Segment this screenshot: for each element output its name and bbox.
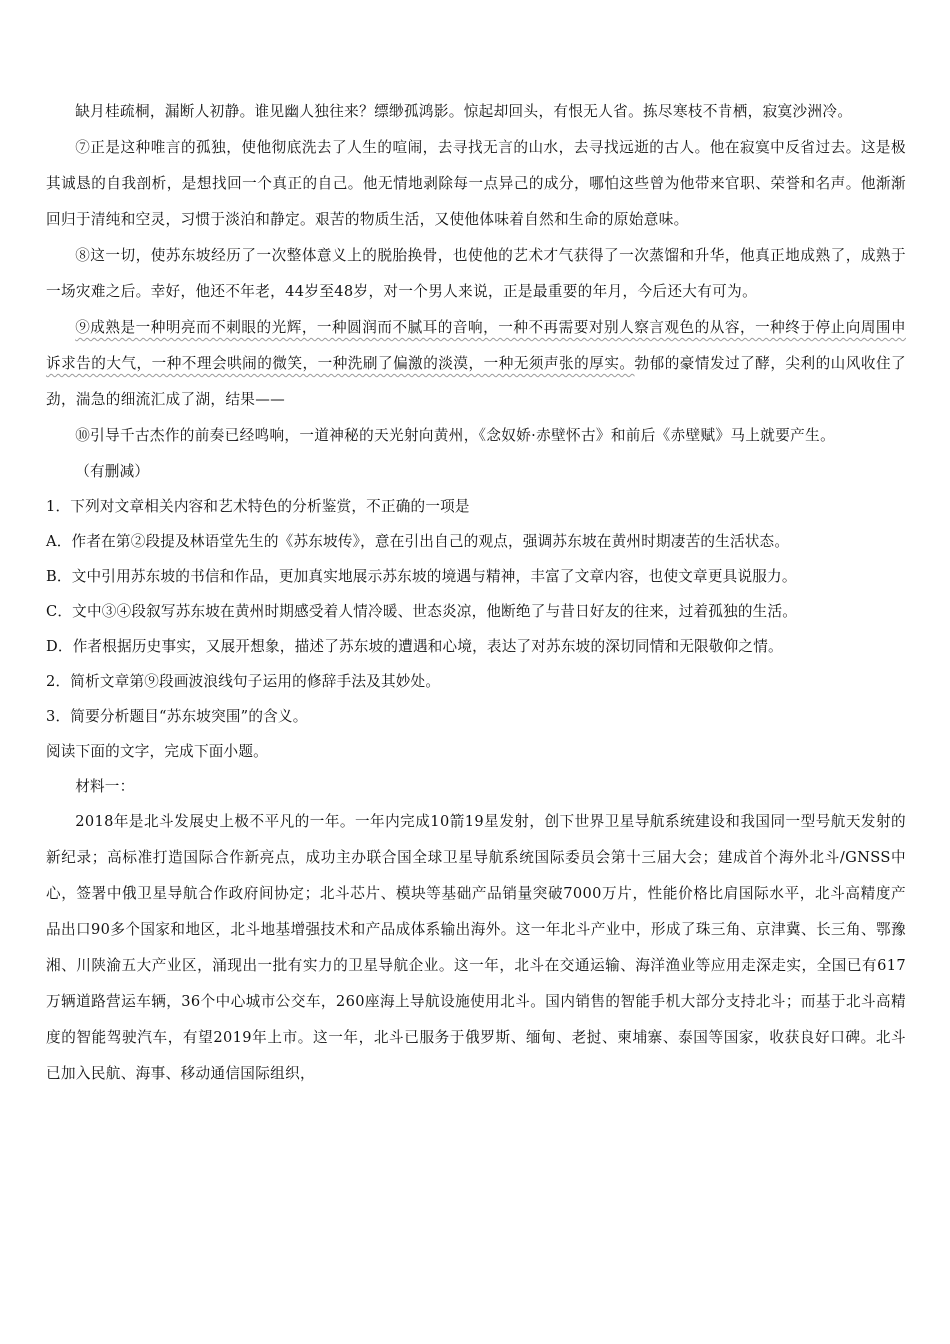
paragraph-9 [46,310,906,418]
paragraph-8: ⑧这一切，使苏东坡经历了一次整体意义上的脱胎换骨，也使他的艺术才气获得了一次蒸馏和升华，他真正地成熟了，成熟于一场灾难之后。幸好，他还不年老，44岁至48岁，对一个男人来说，正是最重要的年月，今后还大有可为。 [46,247,906,300]
paragraph-7: ⑦正是这种唯言的孤独，使他彻底洗去了人生的喧闹，去寻找无言的山水，去寻找远逝的古人。他在寂寞中反省过去。这是极其诚恳的自我剖析，是想找回一个真正的自己。他无情地剥除每一点异己的成分，哪怕这些曾为他带来官职、荣誉和名声。他渐渐回归于清纯和空灵，习惯于淡泊和静定。艰苦的物质生活，又使他体味着自然和生命的原始意味。 [46,139,906,228]
question-1-option-d: D．作者根据历史事实，又展开想象，描述了苏东坡的遭遇和心境，表达了对苏东坡的深切同情和无限敬仰之情。 [46,638,783,655]
material-1-text: 2018年是北斗发展史上极不平凡的一年。一年内完成10箭19星发射，创下世界卫星导航系统建设和我国同一型号航天发射的新纪录；高标准打造国际合作新亮点，成功主办联合国全球卫星导航系统国际委员会第十三届大会；建成首个海外北斗/GNSS中心，签署中俄卫星导航合作政府间协定；北斗芯片、模块等基础产品销量突破7000万片，性能价格比肩国际水平，北斗高精度产品出口90多个国家和地区，北斗地基增强技术和产品成体系输出海外。这一年北斗产业中，形成了珠三角、京津冀、长三角、鄂豫湘、川陕渝五大产业区，涌现出一批有实力的卫星导航企业。这一年，北斗在交通运输、海洋渔业等应用走深走实，全国已有617万辆道路营运车辆，36个中心城市公交车，260座海上导航设施使用北斗。国内销售的智能手机大部分支持北斗；而基于北斗高精度的智能驾驶汽车，有望2019年上市。这一年，北斗已服务于俄罗斯、缅甸、老挝、柬埔寨、泰国等国家，收获良好口碑。北斗已加入民航、海事、移动通信国际组织， [46,813,906,1082]
document-page [46,94,906,1092]
question-1-option-c: C．文中③④段叙写苏东坡在黄州时期感受着人情冷暖、世态炎凉，他断绝了与昔日好友的往来，过着孤独的生活。 [46,603,798,620]
question-1-option-a: A．作者在第②段提及林语堂先生的《苏东坡传》，意在引出自己的观点，强调苏东坡在黄州时期凄苦的生活状态。 [46,533,790,550]
paragraph-9-rest: 勃郁的豪情发过了酵，尖利的山风收住了劲，湍急的细流汇成了湖，结果—— [46,355,906,408]
question-1: 1．下列对文章相关内容和艺术特色的分析鉴赏，不正确的一项是 [46,498,470,515]
wavy-underlined-sentence: ⑨成熟是一种明亮而不刺眼的光辉，一种圆润而不腻耳的音响，一种不再需要对别人察言观色的从容，一种终于停止向周围申诉求告的大气，一种不理会哄闹的微笑，一种洗刷了偏激的淡漠，一种无须声张的厚实。 [46,319,906,372]
question-2: 2．简析文章第⑨段画波浪线句子运用的修辞手法及其妙处。 [46,673,441,690]
question-1-option-b: B．文中引用苏东坡的书信和作品，更加真实地展示苏东坡的境遇与精神，丰富了文章内容，也使文章更具说服力。 [46,568,797,585]
question-3: 3．简要分析题目“苏东坡突围”的含义。 [46,708,308,725]
paragraph-10: ⑩引导千古杰作的前奏已经鸣响，一道神秘的天光射向黄州，《念奴娇·赤壁怀古》和前后《赤壁赋》马上就要产生。 [75,427,836,444]
abridged-note: （有删减） [75,463,150,480]
reading-instruction: 阅读下面的文字，完成下面小题。 [46,743,268,760]
poem-tail: 缺月桂疏桐，漏断人初静。谁见幽人独往来？缥缈孤鸿影。惊起却回头，有恨无人省。拣尽寒枝不肯栖，寂寞沙洲冷。 [75,103,853,120]
material-label: 材料一： [75,778,135,795]
